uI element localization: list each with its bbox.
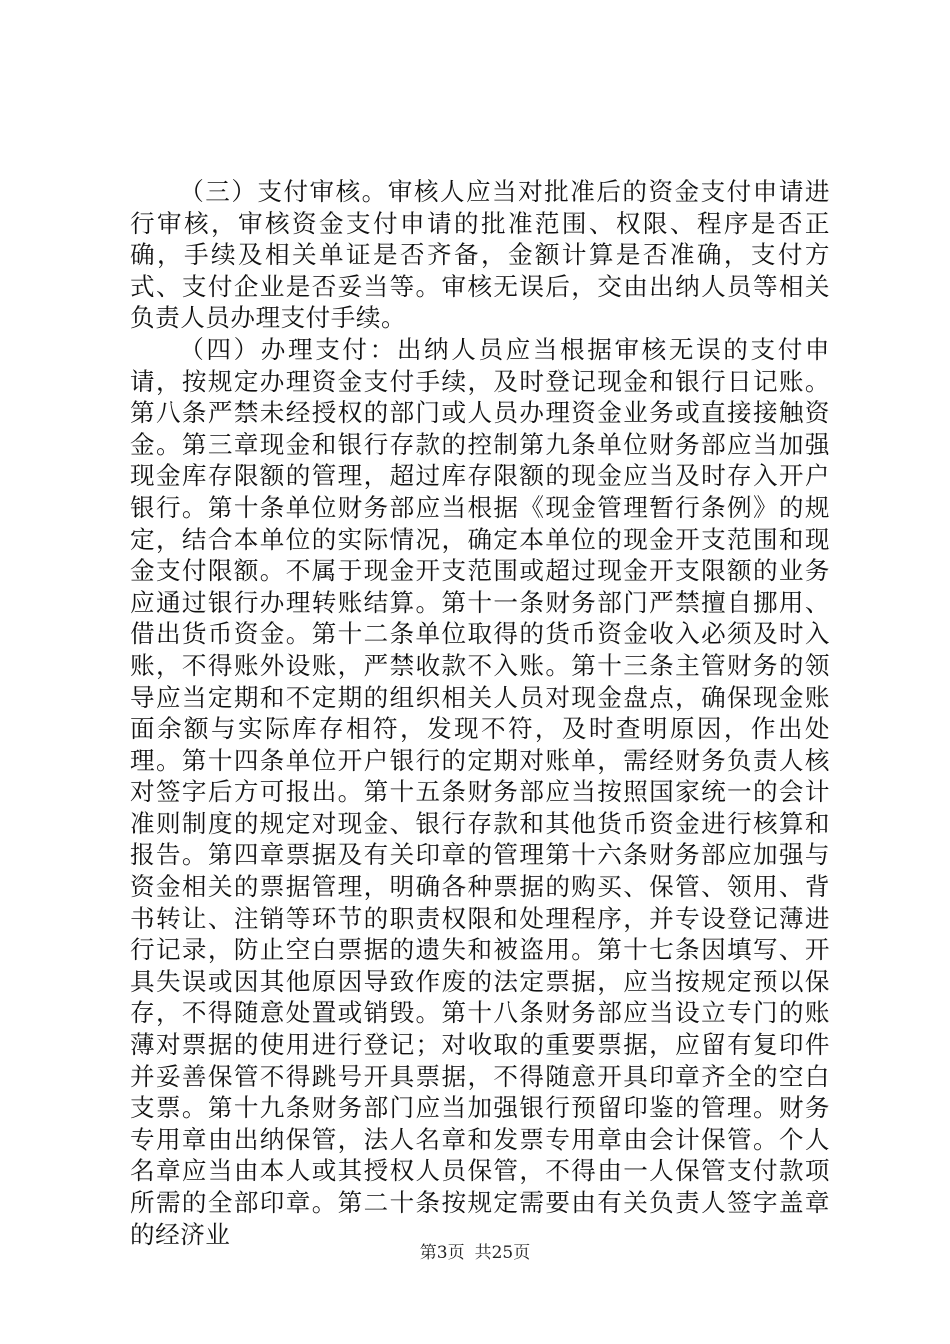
paragraph-payment-review: （三）支付审核。审核人应当对批准后的资金支付申请进行审核，审核资金支付申请的批准范围、权限、程序是否正确，手续及相关单证是否齐备，金额计算是否准确，支付方式、支付企业是否妥当等。审核无误后，交由出纳人员等相关负责人员办理支付手续。 [130, 177, 830, 333]
page-number: 第3页 [419, 1243, 465, 1263]
document-body [130, 176, 830, 1250]
page-total: 共25页 [474, 1243, 531, 1263]
page-footer [0, 1242, 950, 1264]
paragraph-payment-processing: （四）办理支付：出纳人员应当根据审核无误的支付申请，按规定办理资金支付手续，及时登记现金和银行日记账。第八条严禁未经授权的部门或人员办理资金业务或直接接触资金。第三章现金和银行存款的控制第九条单位财务部应当加强现金库存限额的管理，超过库存限额的现金应当及时存入开户银行。第十条单位财务部应当根据《现金管理暂行条例》的规定，结合本单位的实际情况，确定本单位的现金开支范围和现金支付限额。不属于现金开支范围或超过现金开支限额的业务应通过银行办理转账结算。第十一条财务部门严禁擅自挪用、借出货币资金。第十二条单位取得的货币资金收入必须及时入账，不得账外设账，严禁收款不入账。第十三条主管财务的领导应当定期和不定期的组织相关人员对现金盘点，确保现金账面余额与实际库存相符，发现不符，及时查明原因，作出处理。第十四条单位开户银行的定期对账单，需经财务负责人核对签字后方可报出。第十五条财务部应当按照国家统一的会计准则制度的规定对现金、银行存款和其他货币资金进行核算和报告。第四章票据及有关印章的管理第十六条财务部应加强与资金相关的票据管理，明确各种票据的购买、保管、领用、背书转让、注销等环节的职责权限和处理程序，并专设登记薄进行记录，防止空白票据的遗失和被盗用。第十七条因填写、开具失误或因其他原因导致作废的法定票据，应当按规定预以保存，不得随意处置或销毁。第十八条财务部应当设立专门的账薄对票据的使用进行登记；对收取的重要票据，应留有复印件并妥善保管不得跳号开具票据，不得随意开具印章齐全的空白支票。第十九条财务部门应当加强银行预留印鉴的管理。财务专用章由出纳保管，法人名章和发票专用章由会计保管。个人名章应当由本人或其授权人员保管，不得由一人保管支付款项所需的全部印章。第二十条按规定需要由有关负责人签字盖章的经济业 [130, 334, 830, 1249]
